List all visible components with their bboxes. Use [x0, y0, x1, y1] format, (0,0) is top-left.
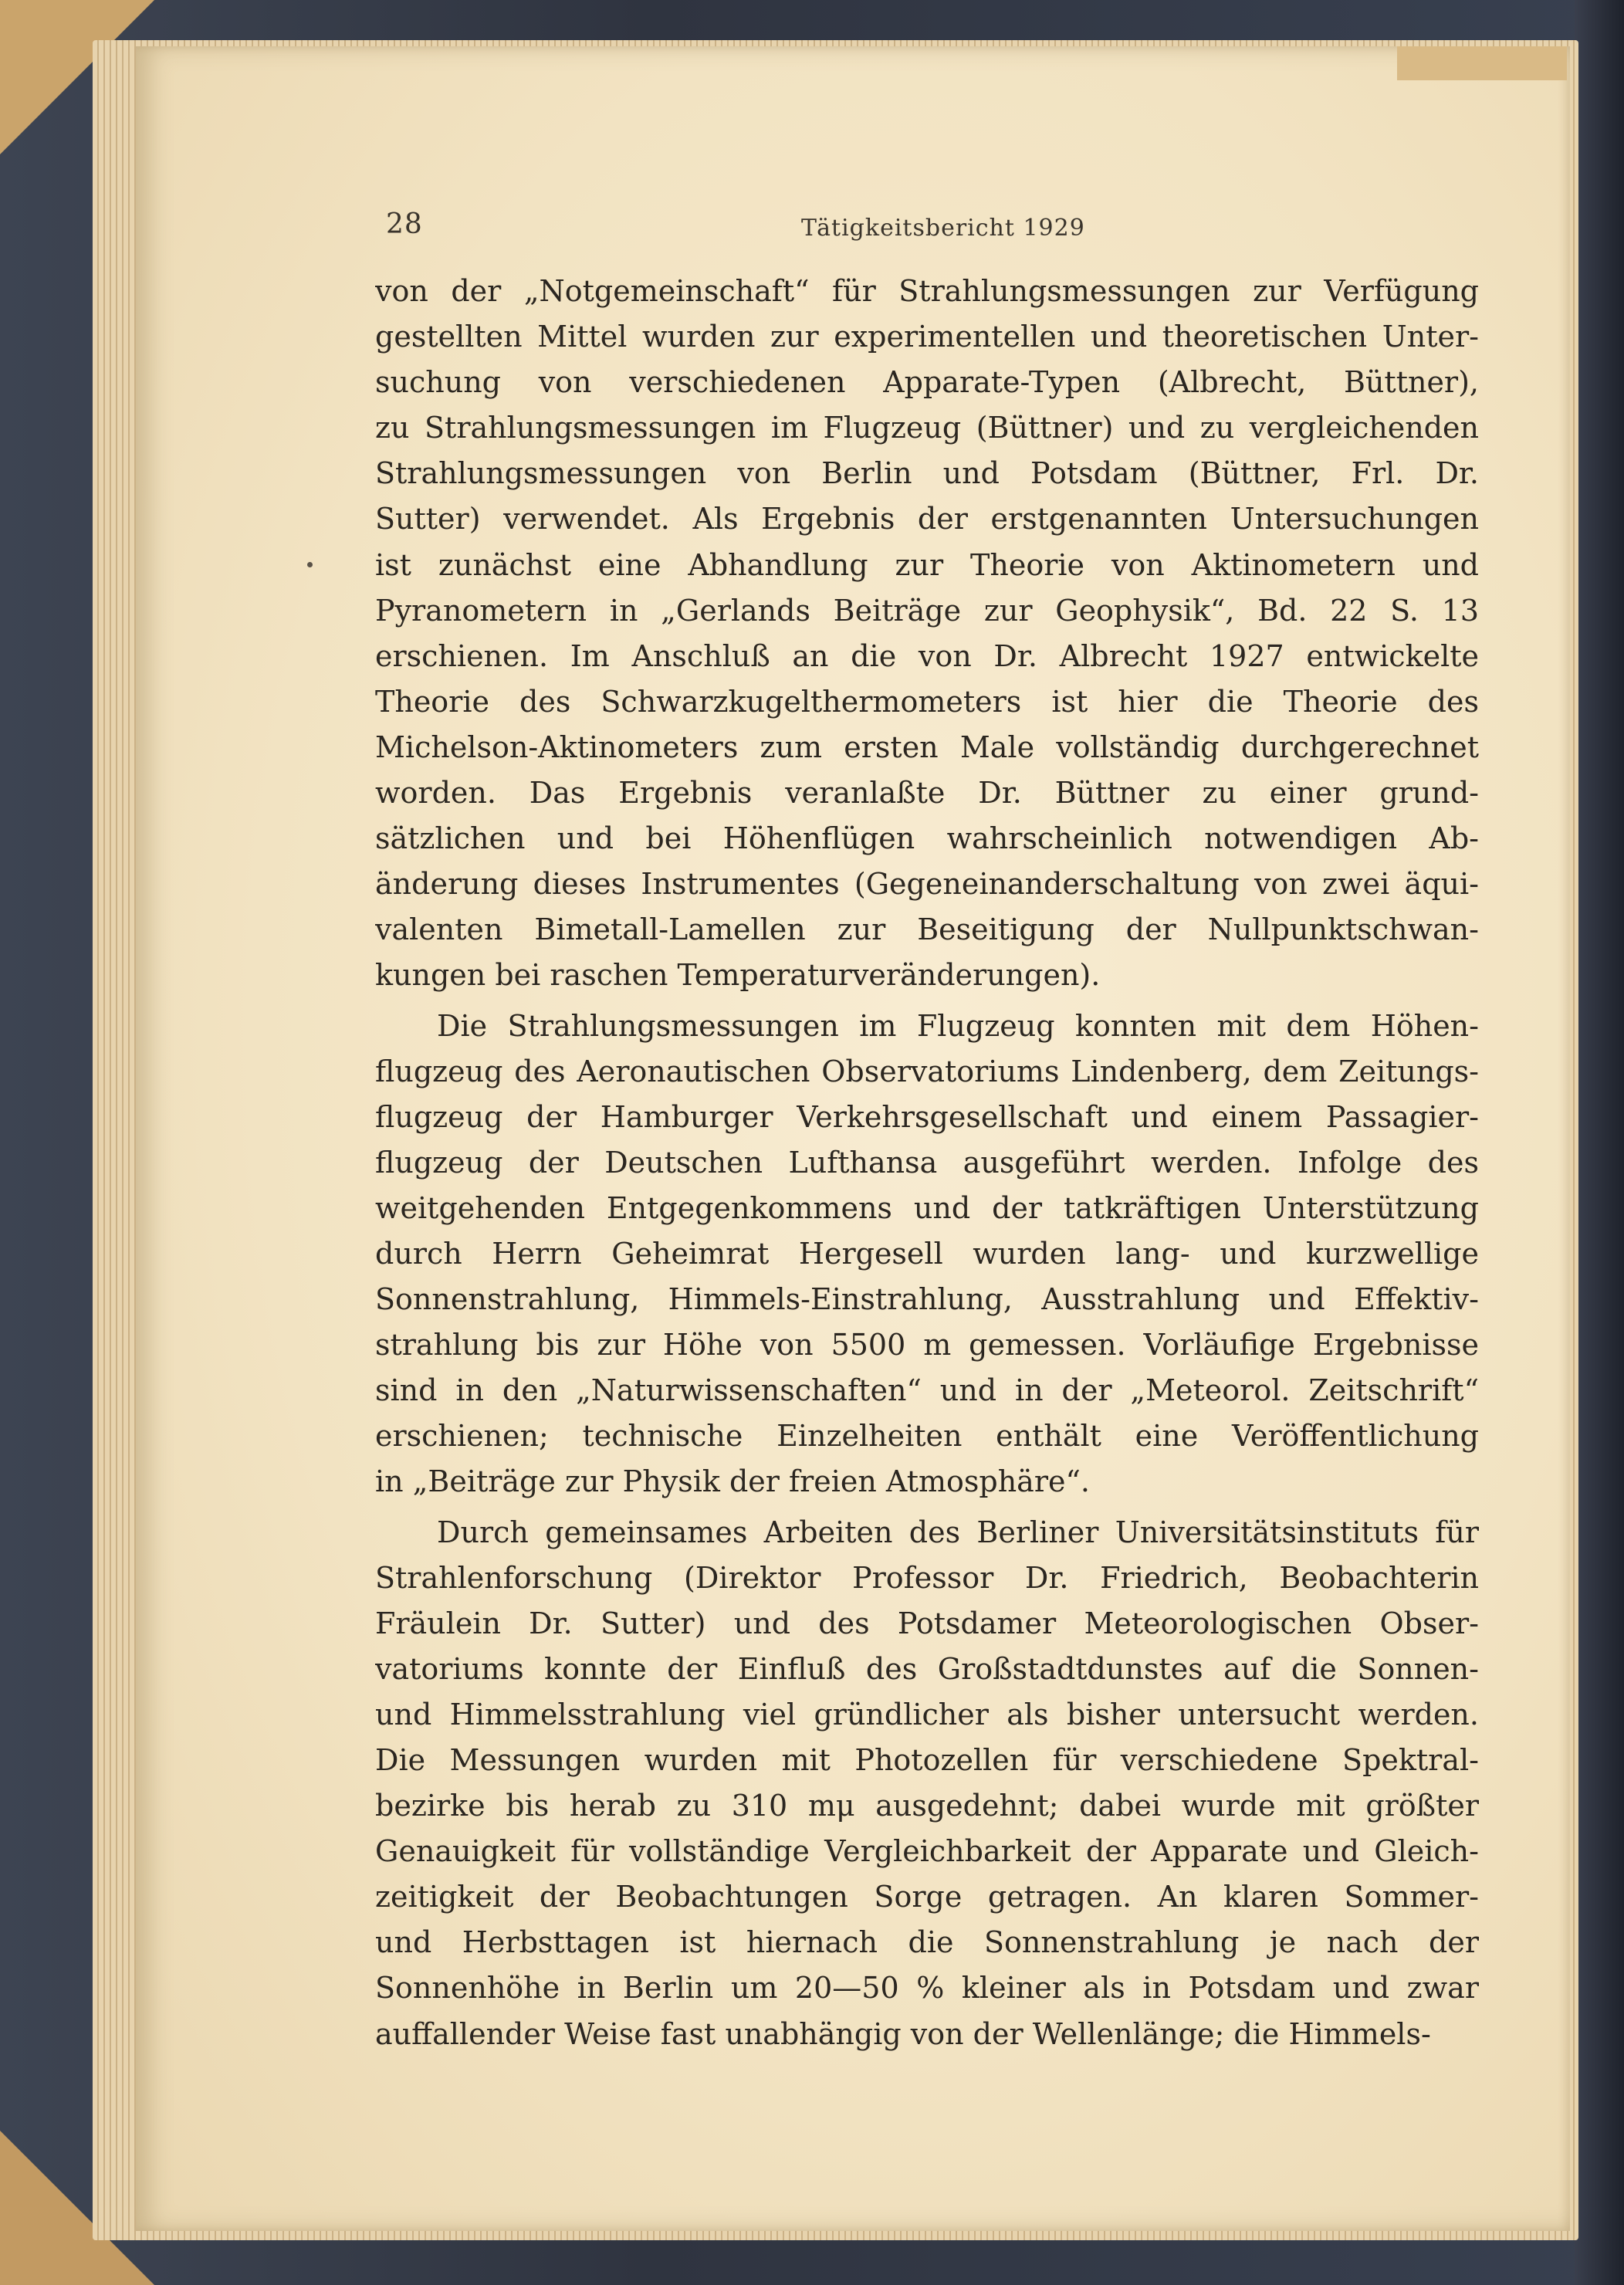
text-line: Fräulein Dr. Sutter) und des Potsdamer Meteorologischen Obser- — [375, 1606, 1479, 1640]
page-tab — [1397, 46, 1567, 80]
text-line: von der „Notgemeinschaft“ für Strahlungsmessungen zur Verfügung — [375, 274, 1479, 308]
running-title: Tätigkeitsbericht 1929 — [801, 215, 1085, 242]
text-line: Genauigkeit für vollständige Vergleichbarkeit der Apparate und Gleich- — [375, 1834, 1479, 1869]
text-line: ist zunächst eine Abhandlung zur Theorie von Aktinometern und — [375, 547, 1479, 582]
text-line: bezirke bis herab zu 310 mμ ausgedehnt; dabei wurde mit größter — [375, 1789, 1479, 1823]
text-line: erschienen; technische Einzelheiten enthält eine Veröffentlichung — [375, 1419, 1479, 1454]
text-line: Die Messungen wurden mit Photozellen für verschiedene Spektral- — [375, 1743, 1479, 1777]
text-line: auffallender Weise fast unabhängig von der Wellenlänge; die Himmels- — [375, 2016, 1431, 2051]
text-line: Die Strahlungsmessungen im Flugzeug konnten mit dem Höhen- — [437, 1008, 1479, 1043]
text-line: Strahlungsmessungen von Berlin und Potsdam (Büttner, Frl. Dr. — [375, 456, 1479, 491]
text-line: Michelson-Aktinometers zum ersten Male vollständig durchgerechnet — [375, 730, 1479, 764]
page-header — [386, 208, 1590, 255]
text-line: zeitigkeit der Beobachtungen Sorge getragen. An klaren Sommer- — [375, 1880, 1479, 1914]
text-line: in „Beiträge zur Physik der freien Atmosphäre“. — [375, 1464, 1090, 1499]
paragraph — [375, 1510, 1479, 2057]
paragraph — [375, 269, 1479, 999]
text-line: flugzeug der Deutschen Lufthansa ausgeführt werden. Infolge des — [375, 1145, 1479, 1180]
text-line: sind in den „Naturwissenschaften“ und in der „Meteorol. Zeitschrift“ — [375, 1373, 1479, 1408]
text-line: flugzeug des Aeronautischen Observatoriums Lindenberg, dem Zeitungs- — [375, 1054, 1479, 1088]
paragraph — [375, 1004, 1479, 1505]
text-line: flugzeug der Hamburger Verkehrsgesellschaft und einem Passagier- — [375, 1099, 1479, 1134]
text-line: weitgehenden Entgegenkommens und der tatkräftigen Unterstützung — [375, 1190, 1479, 1225]
text-line: zu Strahlungsmessungen im Flugzeug (Büttner) und zu vergleichenden — [375, 411, 1479, 445]
text-line: sätzlichen und bei Höhenflügen wahrscheinlich notwendigen Ab- — [375, 821, 1479, 856]
text-line: Strahlenforschung (Direktor Professor Dr. Friedrich, Beobachterin — [375, 1560, 1479, 1595]
text-line: kungen bei raschen Temperaturveränderungen). — [375, 958, 1101, 993]
text-line: gestellten Mittel wurden zur experimentellen und theoretischen Unter- — [375, 320, 1479, 354]
page-number: 28 — [386, 208, 423, 240]
text-line: Durch gemeinsames Arbeiten des Berliner Universitätsinstituts für — [437, 1515, 1479, 1549]
text-line: suchung von verschiedenen Apparate-Typen (Albrecht, Büttner), — [375, 365, 1479, 400]
text-line: Sutter) verwendet. Als Ergebnis der erstgenannten Untersuchungen — [375, 502, 1479, 537]
text-line: Sonnenstrahlung, Himmels-Einstrahlung, Ausstrahlung und Effektiv- — [375, 1282, 1479, 1317]
text-line: Sonnenhöhe in Berlin um 20—50 % kleiner als in Potsdam und zwar — [375, 1971, 1479, 2006]
text-line: erschienen. Im Anschluß an die von Dr. Albrecht 1927 entwickelte — [375, 638, 1479, 673]
text-line: strahlung bis zur Höhe von 5500 m gemessen. Vorläufige Ergebnisse — [375, 1328, 1479, 1363]
body-text — [375, 269, 1479, 2057]
text-line: Pyranometern in „Gerlands Beiträge zur Geophysik“, Bd. 22 S. 13 — [375, 593, 1479, 628]
text-line: vatoriums konnte der Einfluß des Großstadtdunstes auf die Sonnen- — [375, 1651, 1479, 1686]
text-line: und Himmelsstrahlung viel gründlicher als bisher untersucht werden. — [375, 1697, 1479, 1732]
text-line: änderung dieses Instrumentes (Gegeneinanderschaltung von zwei äqui- — [375, 867, 1479, 902]
page-speck — [307, 562, 313, 567]
text-line: valenten Bimetall-Lamellen zur Beseitigung der Nullpunktschwan- — [375, 912, 1479, 947]
text-line: worden. Das Ergebnis veranlaßte Dr. Büttner zu einer grund- — [375, 776, 1479, 811]
text-line: Theorie des Schwarzkugelthermometers ist hier die Theorie des — [375, 684, 1479, 719]
text-line: durch Herrn Geheimrat Hergesell wurden lang- und kurzwellige — [375, 1236, 1479, 1271]
text-line: und Herbsttagen ist hiernach die Sonnenstrahlung je nach der — [375, 1925, 1479, 1960]
